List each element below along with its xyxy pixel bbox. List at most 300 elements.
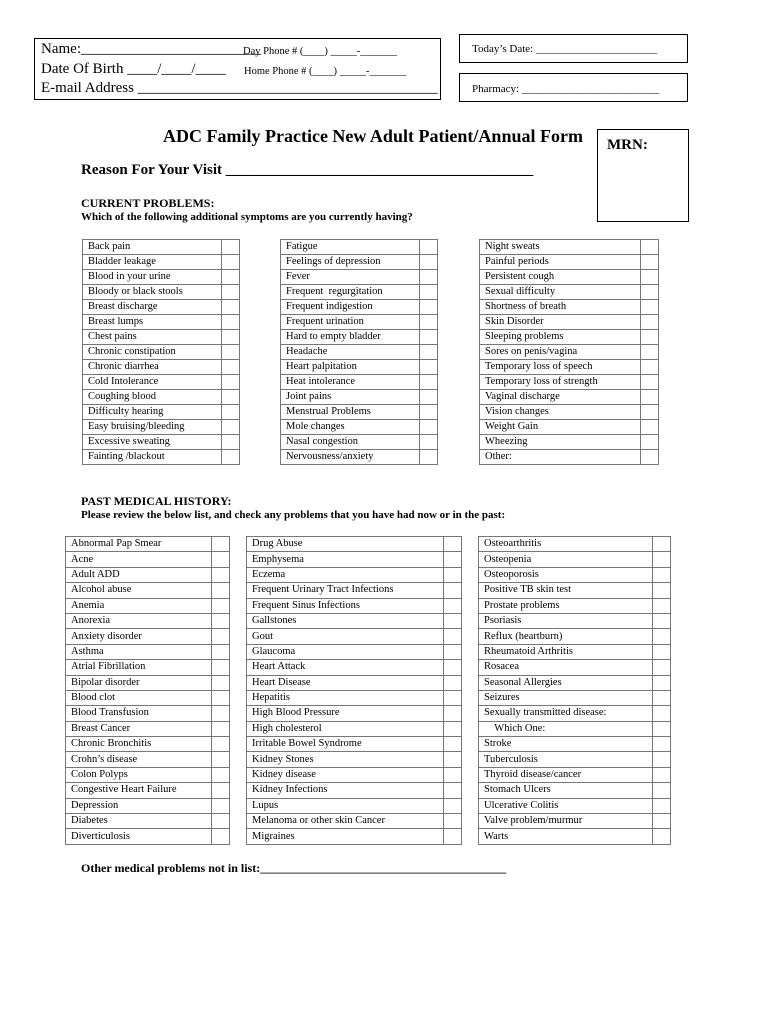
list-item: [480, 450, 659, 465]
item-checkbox[interactable]: [444, 721, 462, 736]
item-checkbox[interactable]: [212, 660, 230, 675]
list-item: [480, 360, 659, 375]
item-checkbox[interactable]: [222, 450, 240, 465]
item-checkbox[interactable]: [420, 435, 438, 450]
item-checkbox[interactable]: [444, 598, 462, 613]
list-item: [281, 405, 438, 420]
item-checkbox[interactable]: [641, 330, 659, 345]
list-item: [480, 420, 659, 435]
item-label: Easy bruising/bleeding: [83, 420, 222, 435]
item-checkbox[interactable]: [222, 285, 240, 300]
list-item: [83, 405, 240, 420]
list-item: [480, 390, 659, 405]
item-checkbox[interactable]: [212, 537, 230, 552]
item-checkbox[interactable]: [420, 300, 438, 315]
list-item: [83, 345, 240, 360]
list-item: [66, 552, 230, 567]
item-label: Congestive Heart Failure: [66, 783, 212, 798]
item-label: Joint pains: [281, 390, 420, 405]
item-label: Back pain: [83, 240, 222, 255]
item-checkbox[interactable]: [444, 783, 462, 798]
item-checkbox[interactable]: [420, 405, 438, 420]
item-checkbox[interactable]: [641, 315, 659, 330]
item-checkbox[interactable]: [212, 798, 230, 813]
list-item: [479, 752, 671, 767]
item-checkbox[interactable]: [222, 315, 240, 330]
item-label: Rheumatoid Arthritis: [479, 644, 653, 659]
day-phone-field[interactable]: Day Phone # (____) _____-_______: [243, 46, 397, 57]
name-field[interactable]: Name:________________________: [41, 41, 261, 57]
item-label: Rosacea: [479, 660, 653, 675]
list-item: [247, 690, 462, 705]
item-label: Adult ADD: [66, 567, 212, 582]
item-checkbox[interactable]: [222, 300, 240, 315]
list-item: [83, 285, 240, 300]
other-medical-problems-field[interactable]: Other medical problems not in list:_________________________________________: [81, 861, 507, 875]
item-checkbox[interactable]: [653, 690, 671, 705]
current-problems-column-2: [280, 239, 438, 465]
item-checkbox[interactable]: [641, 345, 659, 360]
item-label: Heart Attack: [247, 660, 444, 675]
list-item: [247, 767, 462, 782]
item-checkbox[interactable]: [222, 360, 240, 375]
item-label: Which One:: [479, 721, 653, 736]
item-checkbox[interactable]: [653, 798, 671, 813]
item-label: Heart palpitation: [281, 360, 420, 375]
item-label: Osteoarthritis: [479, 537, 653, 552]
item-label: Night sweats: [480, 240, 641, 255]
item-label: Atrial Fibrillation: [66, 660, 212, 675]
item-label: Irritable Bowel Syndrome: [247, 737, 444, 752]
item-checkbox[interactable]: [420, 240, 438, 255]
item-checkbox[interactable]: [212, 737, 230, 752]
item-checkbox[interactable]: [420, 360, 438, 375]
item-label: Anemia: [66, 598, 212, 613]
item-checkbox[interactable]: [641, 390, 659, 405]
item-checkbox[interactable]: [653, 706, 671, 721]
item-checkbox[interactable]: [444, 814, 462, 829]
item-label: Bladder leakage: [83, 255, 222, 270]
item-checkbox[interactable]: [641, 240, 659, 255]
item-checkbox[interactable]: [420, 315, 438, 330]
item-checkbox[interactable]: [212, 752, 230, 767]
item-checkbox[interactable]: [222, 345, 240, 360]
item-checkbox[interactable]: [212, 583, 230, 598]
item-checkbox[interactable]: [420, 255, 438, 270]
item-checkbox[interactable]: [653, 567, 671, 582]
item-checkbox[interactable]: [653, 537, 671, 552]
list-item: [479, 552, 671, 567]
list-item: [66, 829, 230, 844]
item-label: Hepatitis: [247, 690, 444, 705]
list-item: [281, 420, 438, 435]
current-problems-heading: CURRENT PROBLEMS:: [81, 196, 215, 210]
item-label: Seasonal Allergies: [479, 675, 653, 690]
home-phone-field[interactable]: Home Phone # (____) _____-_______: [244, 66, 407, 77]
item-label: Coughing blood: [83, 390, 222, 405]
item-label: Frequent indigestion: [281, 300, 420, 315]
list-item: [66, 721, 230, 736]
list-item: [480, 375, 659, 390]
list-item: [66, 660, 230, 675]
list-item: [66, 598, 230, 613]
list-item: [66, 767, 230, 782]
list-item: [480, 405, 659, 420]
list-item: [479, 583, 671, 598]
item-checkbox[interactable]: [444, 737, 462, 752]
item-checkbox[interactable]: [653, 767, 671, 782]
item-label: Diabetes: [66, 814, 212, 829]
item-label: Reflux (heartburn): [479, 629, 653, 644]
item-checkbox[interactable]: [212, 598, 230, 613]
item-checkbox[interactable]: [212, 629, 230, 644]
item-checkbox[interactable]: [444, 583, 462, 598]
item-checkbox[interactable]: [653, 644, 671, 659]
list-item: [83, 420, 240, 435]
item-label: Frequent urination: [281, 315, 420, 330]
item-checkbox[interactable]: [212, 829, 230, 844]
list-item: [247, 737, 462, 752]
item-checkbox[interactable]: [653, 721, 671, 736]
item-label: Fever: [281, 270, 420, 285]
item-label: Excessive sweating: [83, 435, 222, 450]
item-checkbox[interactable]: [212, 613, 230, 628]
item-label: Mole changes: [281, 420, 420, 435]
current-problems-column-3: [479, 239, 659, 465]
item-checkbox[interactable]: [420, 285, 438, 300]
item-label: Shortness of breath: [480, 300, 641, 315]
item-checkbox[interactable]: [222, 330, 240, 345]
item-label: Fainting /blackout: [83, 450, 222, 465]
list-item: [479, 644, 671, 659]
list-item: [480, 435, 659, 450]
list-item: [83, 255, 240, 270]
list-item: [281, 330, 438, 345]
current-problems-subheading: Which of the following additional symptoms are you currently having?: [81, 211, 413, 223]
item-checkbox[interactable]: [444, 629, 462, 644]
list-item: [247, 675, 462, 690]
list-item: [281, 345, 438, 360]
list-item: [479, 814, 671, 829]
item-checkbox[interactable]: [212, 814, 230, 829]
item-label: Positive TB skin test: [479, 583, 653, 598]
item-checkbox[interactable]: [641, 270, 659, 285]
item-label: Stroke: [479, 737, 653, 752]
item-label: Melanoma or other skin Cancer: [247, 814, 444, 829]
email-field[interactable]: E-mail Address ________________________________________: [41, 80, 438, 96]
item-checkbox[interactable]: [420, 330, 438, 345]
list-item: [247, 537, 462, 552]
item-checkbox[interactable]: [420, 390, 438, 405]
item-label: Anxiety disorder: [66, 629, 212, 644]
list-item: [247, 814, 462, 829]
item-checkbox[interactable]: [222, 240, 240, 255]
item-checkbox[interactable]: [641, 435, 659, 450]
item-label: Blood Transfusion: [66, 706, 212, 721]
item-checkbox[interactable]: [222, 405, 240, 420]
item-label: Osteoporosis: [479, 567, 653, 582]
item-checkbox[interactable]: [212, 690, 230, 705]
item-checkbox[interactable]: [212, 675, 230, 690]
pharmacy-label: Pharmacy: _________________________: [472, 83, 660, 95]
item-checkbox[interactable]: [641, 255, 659, 270]
item-label: Warts: [479, 829, 653, 844]
list-item: [66, 798, 230, 813]
item-checkbox[interactable]: [212, 706, 230, 721]
item-label: Sexually transmitted disease:: [479, 706, 653, 721]
item-label: Crohn’s disease: [66, 752, 212, 767]
item-label: Vision changes: [480, 405, 641, 420]
item-checkbox[interactable]: [222, 255, 240, 270]
list-item: [66, 690, 230, 705]
item-checkbox[interactable]: [420, 450, 438, 465]
list-item: [247, 721, 462, 736]
item-checkbox[interactable]: [444, 644, 462, 659]
list-item: [480, 285, 659, 300]
reason-for-visit-field[interactable]: Reason For Your Visit _________________________________________: [81, 162, 534, 178]
item-label: Tuberculosis: [479, 752, 653, 767]
item-checkbox[interactable]: [444, 829, 462, 844]
item-checkbox[interactable]: [444, 706, 462, 721]
item-label: Menstrual Problems: [281, 405, 420, 420]
list-item: [479, 798, 671, 813]
item-label: Colon Polyps: [66, 767, 212, 782]
list-item: [479, 721, 671, 736]
item-label: Alcohol abuse: [66, 583, 212, 598]
list-item: [480, 300, 659, 315]
item-checkbox[interactable]: [444, 552, 462, 567]
item-checkbox[interactable]: [641, 405, 659, 420]
item-label: Painful periods: [480, 255, 641, 270]
item-checkbox[interactable]: [653, 783, 671, 798]
list-item: [247, 660, 462, 675]
list-item: [247, 783, 462, 798]
list-item: [247, 598, 462, 613]
todays-date-field[interactable]: [459, 34, 688, 63]
list-item: [247, 583, 462, 598]
list-item: [479, 675, 671, 690]
list-item: [479, 629, 671, 644]
past-history-heading: PAST MEDICAL HISTORY:: [81, 494, 232, 508]
past-history-column-2: [246, 536, 462, 845]
item-label: Emphysema: [247, 552, 444, 567]
item-checkbox[interactable]: [653, 629, 671, 644]
item-checkbox[interactable]: [653, 583, 671, 598]
list-item: [66, 737, 230, 752]
list-item: [83, 240, 240, 255]
item-label: Heat intolerance: [281, 375, 420, 390]
item-checkbox[interactable]: [653, 598, 671, 613]
item-checkbox[interactable]: [653, 737, 671, 752]
past-history-column-1: [65, 536, 230, 845]
item-label: Chronic diarrhea: [83, 360, 222, 375]
patient-info-box: [34, 38, 441, 100]
list-item: [479, 613, 671, 628]
item-label: Chronic constipation: [83, 345, 222, 360]
list-item: [281, 390, 438, 405]
list-item: [480, 240, 659, 255]
item-label: Ulcerative Colitis: [479, 798, 653, 813]
item-checkbox[interactable]: [420, 270, 438, 285]
list-item: [247, 613, 462, 628]
list-item: [247, 829, 462, 844]
item-checkbox[interactable]: [444, 567, 462, 582]
item-label: Prostate problems: [479, 598, 653, 613]
list-item: [66, 644, 230, 659]
item-label: Cold Intolerance: [83, 375, 222, 390]
item-checkbox[interactable]: [222, 270, 240, 285]
item-label: Thyroid disease/cancer: [479, 767, 653, 782]
list-item: [479, 567, 671, 582]
item-checkbox[interactable]: [212, 783, 230, 798]
list-item: [480, 270, 659, 285]
list-item: [66, 752, 230, 767]
item-checkbox[interactable]: [641, 300, 659, 315]
item-label: Sleeping problems: [480, 330, 641, 345]
list-item: [83, 450, 240, 465]
item-label: Wheezing: [480, 435, 641, 450]
item-label: Frequent regurgitation: [281, 285, 420, 300]
list-item: [480, 315, 659, 330]
list-item: [247, 629, 462, 644]
list-item: [83, 435, 240, 450]
list-item: [479, 690, 671, 705]
list-item: [247, 644, 462, 659]
item-checkbox[interactable]: [444, 752, 462, 767]
item-label: Acne: [66, 552, 212, 567]
list-item: [281, 435, 438, 450]
item-label: Temporary loss of strength: [480, 375, 641, 390]
item-checkbox[interactable]: [641, 420, 659, 435]
item-checkbox[interactable]: [212, 567, 230, 582]
past-history-subheading: Please review the below list, and check any problems that you have had now or in the past:: [81, 509, 506, 521]
item-label: Migraines: [247, 829, 444, 844]
item-label: Breast lumps: [83, 315, 222, 330]
list-item: [66, 583, 230, 598]
list-item: [281, 360, 438, 375]
todays-date-label: Today’s Date: ______________________: [472, 43, 657, 55]
item-label: Lupus: [247, 798, 444, 813]
item-label: Persistent cough: [480, 270, 641, 285]
item-checkbox[interactable]: [641, 375, 659, 390]
item-label: Sores on penis/vagina: [480, 345, 641, 360]
item-label: Gout: [247, 629, 444, 644]
item-checkbox[interactable]: [222, 435, 240, 450]
item-checkbox[interactable]: [222, 375, 240, 390]
item-label: Feelings of depression: [281, 255, 420, 270]
list-item: [480, 330, 659, 345]
item-checkbox[interactable]: [212, 721, 230, 736]
list-item: [479, 706, 671, 721]
item-checkbox[interactable]: [444, 798, 462, 813]
item-checkbox[interactable]: [444, 537, 462, 552]
item-label: Sexual difficulty: [480, 285, 641, 300]
list-item: [479, 598, 671, 613]
item-checkbox[interactable]: [641, 360, 659, 375]
item-checkbox[interactable]: [653, 613, 671, 628]
item-checkbox[interactable]: [653, 752, 671, 767]
item-checkbox[interactable]: [444, 767, 462, 782]
list-item: [66, 783, 230, 798]
pharmacy-field[interactable]: [459, 73, 688, 102]
item-checkbox[interactable]: [444, 675, 462, 690]
item-label: Frequent Sinus Infections: [247, 598, 444, 613]
item-label: Osteopenia: [479, 552, 653, 567]
item-checkbox[interactable]: [420, 345, 438, 360]
item-label: Kidney disease: [247, 767, 444, 782]
mrn-label: MRN:: [607, 137, 648, 153]
item-checkbox[interactable]: [444, 690, 462, 705]
item-checkbox[interactable]: [653, 675, 671, 690]
item-label: Valve problem/murmur: [479, 814, 653, 829]
item-checkbox[interactable]: [653, 814, 671, 829]
item-label: Seizures: [479, 690, 653, 705]
list-item: [281, 300, 438, 315]
list-item: [66, 567, 230, 582]
item-label: Anorexia: [66, 613, 212, 628]
item-checkbox[interactable]: [420, 375, 438, 390]
item-checkbox[interactable]: [641, 450, 659, 465]
item-checkbox[interactable]: [641, 285, 659, 300]
mrn-box[interactable]: [597, 129, 689, 222]
list-item: [281, 315, 438, 330]
item-label: Stomach Ulcers: [479, 783, 653, 798]
item-checkbox[interactable]: [222, 390, 240, 405]
item-checkbox[interactable]: [653, 552, 671, 567]
item-label: Difficulty hearing: [83, 405, 222, 420]
item-label: Abnormal Pap Smear: [66, 537, 212, 552]
list-item: [247, 567, 462, 582]
item-label: Glaucoma: [247, 644, 444, 659]
item-label: Temporary loss of speech: [480, 360, 641, 375]
item-checkbox[interactable]: [653, 660, 671, 675]
item-label: Kidney Stones: [247, 752, 444, 767]
list-item: [83, 300, 240, 315]
list-item: [66, 613, 230, 628]
item-label: Nasal congestion: [281, 435, 420, 450]
list-item: [66, 814, 230, 829]
item-checkbox[interactable]: [420, 420, 438, 435]
item-label: Asthma: [66, 644, 212, 659]
list-item: [66, 706, 230, 721]
list-item: [479, 783, 671, 798]
item-label: Diverticulosis: [66, 829, 212, 844]
list-item: [479, 737, 671, 752]
list-item: [480, 255, 659, 270]
list-item: [66, 629, 230, 644]
item-label: Fatigue: [281, 240, 420, 255]
list-item: [66, 537, 230, 552]
item-label: Bloody or black stools: [83, 285, 222, 300]
past-history-column-3: [478, 536, 671, 845]
list-item: [479, 829, 671, 844]
dob-field[interactable]: Date Of Birth ____/____/____: [41, 61, 226, 77]
item-label: Drug Abuse: [247, 537, 444, 552]
item-checkbox[interactable]: [653, 829, 671, 844]
item-checkbox[interactable]: [212, 767, 230, 782]
item-checkbox[interactable]: [444, 660, 462, 675]
item-label: Kidney Infections: [247, 783, 444, 798]
item-label: Gallstones: [247, 613, 444, 628]
item-label: Chronic Bronchitis: [66, 737, 212, 752]
item-checkbox[interactable]: [222, 420, 240, 435]
item-label: Vaginal discharge: [480, 390, 641, 405]
item-label: Headache: [281, 345, 420, 360]
item-checkbox[interactable]: [212, 552, 230, 567]
list-item: [281, 375, 438, 390]
item-checkbox[interactable]: [444, 613, 462, 628]
item-checkbox[interactable]: [212, 644, 230, 659]
